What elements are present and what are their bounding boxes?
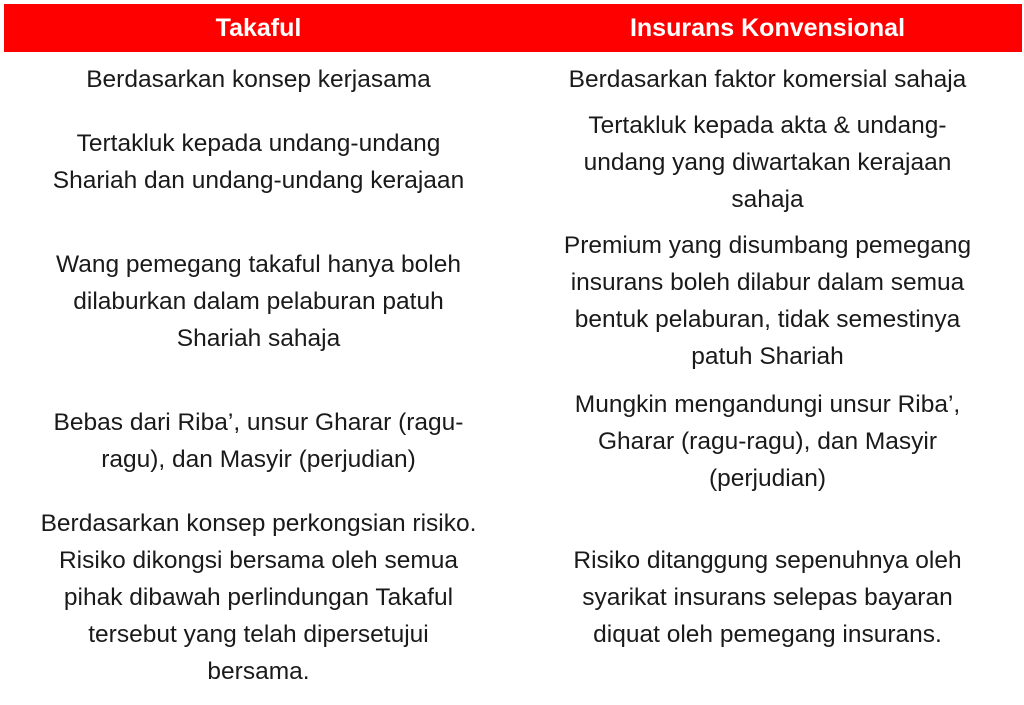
table-row: [4, 228, 1022, 374]
konvensional-cell: Tertakluk kepada akta & undang- undang yang diwartakan kerajaan sahaja: [583, 111, 952, 213]
table-row: [4, 106, 1022, 218]
konvensional-cell: Mungkin mengandungi unsur Riba’, Gharar (ragu-ragu), dan Masyir (perjudian): [574, 390, 961, 492]
table-header: [4, 4, 1022, 52]
takaful-cell: Berdasarkan konsep perkongsian risiko. Risiko dikongsi bersama oleh semua pihak dibawah perlindungan Takaful tersebut yang telah dipersetujui bersama.: [40, 509, 477, 685]
table-row: [4, 385, 1022, 497]
takaful-cell: Berdasarkan konsep kerjasama: [86, 65, 431, 93]
konvensional-cell: Berdasarkan faktor komersial sahaja: [568, 65, 967, 93]
header-insurans-konvensional: Insurans Konvensional: [629, 13, 906, 42]
header-takaful: Takaful: [215, 13, 302, 42]
takaful-cell: Tertakluk kepada undang-undang Shariah dan undang-undang kerajaan: [52, 130, 465, 194]
table-row: [4, 58, 1022, 100]
takaful-cell: Bebas dari Riba’, unsur Gharar (ragu- ragu), dan Masyir (perjudian): [53, 409, 464, 473]
table-row: [4, 505, 1022, 689]
konvensional-cell: Premium yang disumbang pemegang insurans boleh dilabur dalam semua bentuk pelaburan, tidak semestinya patuh Shariah: [563, 232, 972, 370]
konvensional-cell: Risiko ditanggung sepenuhnya oleh syarikat insurans selepas bayaran diquat oleh pemegang insurans.: [573, 546, 962, 648]
takaful-cell: Wang pemegang takaful hanya boleh dilaburkan dalam pelaburan patuh Shariah sahaja: [56, 250, 461, 352]
